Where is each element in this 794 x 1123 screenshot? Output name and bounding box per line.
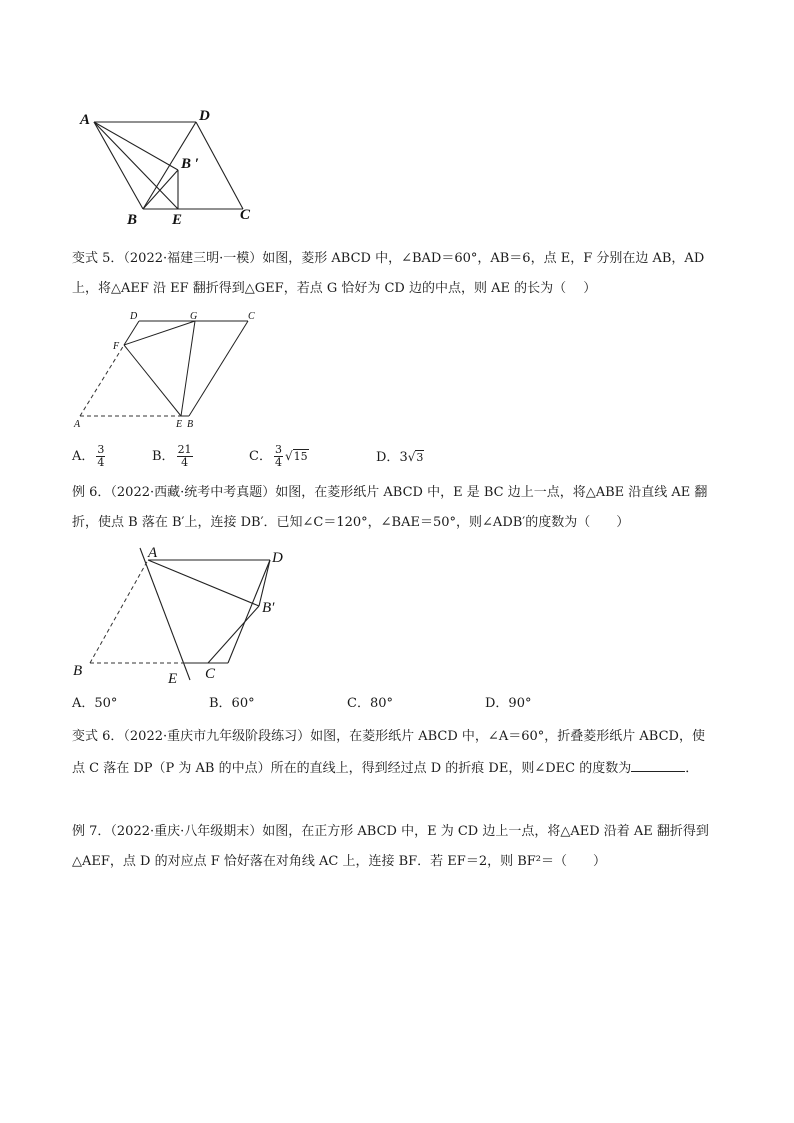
label-A: A: [74, 419, 81, 430]
option-a[interactable]: [72, 444, 107, 469]
option-c-prefix: C．: [249, 449, 272, 464]
option-a[interactable]: A．50°: [72, 696, 118, 711]
option-b[interactable]: [152, 444, 195, 469]
label-B-prime: B′: [262, 600, 275, 616]
option-c[interactable]: C．80°: [347, 696, 393, 711]
label-F: F: [113, 341, 120, 352]
label-B: B: [187, 419, 194, 430]
option-b-denominator: 4: [181, 456, 189, 469]
figure-1-diagram: [70, 100, 270, 230]
option-b-numerator: 21: [177, 443, 192, 456]
label-E: E: [168, 671, 178, 687]
option-a-denominator: 4: [97, 456, 105, 469]
label-D: D: [130, 311, 138, 322]
option-c-radicand: 15: [293, 450, 308, 463]
problem-v6-line2-end: ．: [685, 761, 699, 776]
option-b[interactable]: B．60°: [209, 696, 255, 711]
figure-3: [70, 540, 300, 690]
problem-v6-line2-text: 点 C 落在 DP（P 为 AB 的中点）所在的直线上，得到经过点 D 的折痕 DE，则∠DEC 的度数为: [72, 761, 632, 776]
label-B: B: [127, 212, 138, 228]
label-B-prime: B ′: [181, 156, 199, 172]
figure-2-diagram: [70, 305, 270, 430]
option-c-fraction: [274, 444, 283, 469]
problem-e7-line2: △AEF，点 D 的对应点 F 恰好落在对角线 AC 上，连接 BF．若 EF＝2，则 BF²＝（ ）: [72, 854, 607, 869]
option-d-coefficient: 3: [399, 450, 408, 465]
figure-1: [70, 100, 270, 230]
answer-blank[interactable]: [631, 758, 685, 772]
label-C: C: [248, 311, 255, 322]
label-G: G: [190, 311, 198, 322]
problem-e6-line2: 折，使点 B 落在 B′上，连接 DB′．已知∠C＝120°，∠BAE＝50°，则∠ADB′的度数为（ ）: [72, 515, 630, 530]
problem-v6-line1: 变式 6．（2022·重庆市九年级阶段练习）如图，在菱形纸片 ABCD 中，∠A＝60°，折叠菱形纸片 ABCD，使: [72, 729, 705, 744]
problem-e7-line1: 例 7．（2022·重庆·八年级期末）如图，在正方形 ABCD 中，E 为 CD 边上一点，将△AED 沿着 AE 翻折得到: [72, 824, 709, 839]
option-d[interactable]: [376, 447, 424, 468]
label-D: D: [272, 550, 283, 566]
label-E: E: [172, 212, 183, 228]
figure-2: [70, 305, 270, 430]
option-a-fraction: [96, 444, 105, 469]
radical-sign: √: [407, 450, 416, 464]
label-C: C: [240, 207, 251, 223]
option-b-fraction: [177, 444, 193, 469]
radical-sign: √: [284, 449, 293, 463]
option-c-numerator: 3: [274, 443, 282, 456]
label-C: C: [205, 666, 216, 682]
label-B: B: [73, 663, 83, 679]
label-A: A: [148, 545, 158, 561]
problem-v5-line1: 变式 5．（2022·福建三明·一模）如图，菱形 ABCD 中，∠BAD＝60°，AB＝6，点 E，F 分别在边 AB，AD: [72, 251, 705, 266]
option-c[interactable]: [249, 444, 309, 469]
option-d[interactable]: D．90°: [485, 696, 532, 711]
label-A: A: [80, 112, 91, 128]
option-c-denominator: 4: [274, 456, 282, 469]
option-d-radicand: 3: [416, 451, 424, 464]
option-a-numerator: 3: [97, 443, 105, 456]
label-D: D: [199, 108, 210, 124]
label-E: E: [176, 419, 183, 430]
figure-3-diagram: [70, 540, 300, 690]
option-b-prefix: B．: [152, 449, 175, 464]
option-d-prefix: D．: [376, 450, 400, 465]
problem-v5-line2: 上，将△AEF 沿 EF 翻折得到△GEF，若点 G 恰好为 CD 边的中点，则 AE 的长为（ ）: [72, 281, 597, 296]
option-a-prefix: A．: [72, 449, 95, 464]
problem-v6-line2: [72, 758, 698, 779]
problem-e6-line1: 例 6．（2022·西藏·统考中考真题）如图，在菱形纸片 ABCD 中，E 是 BC 边上一点，将△ABE 沿直线 AE 翻: [72, 485, 708, 500]
